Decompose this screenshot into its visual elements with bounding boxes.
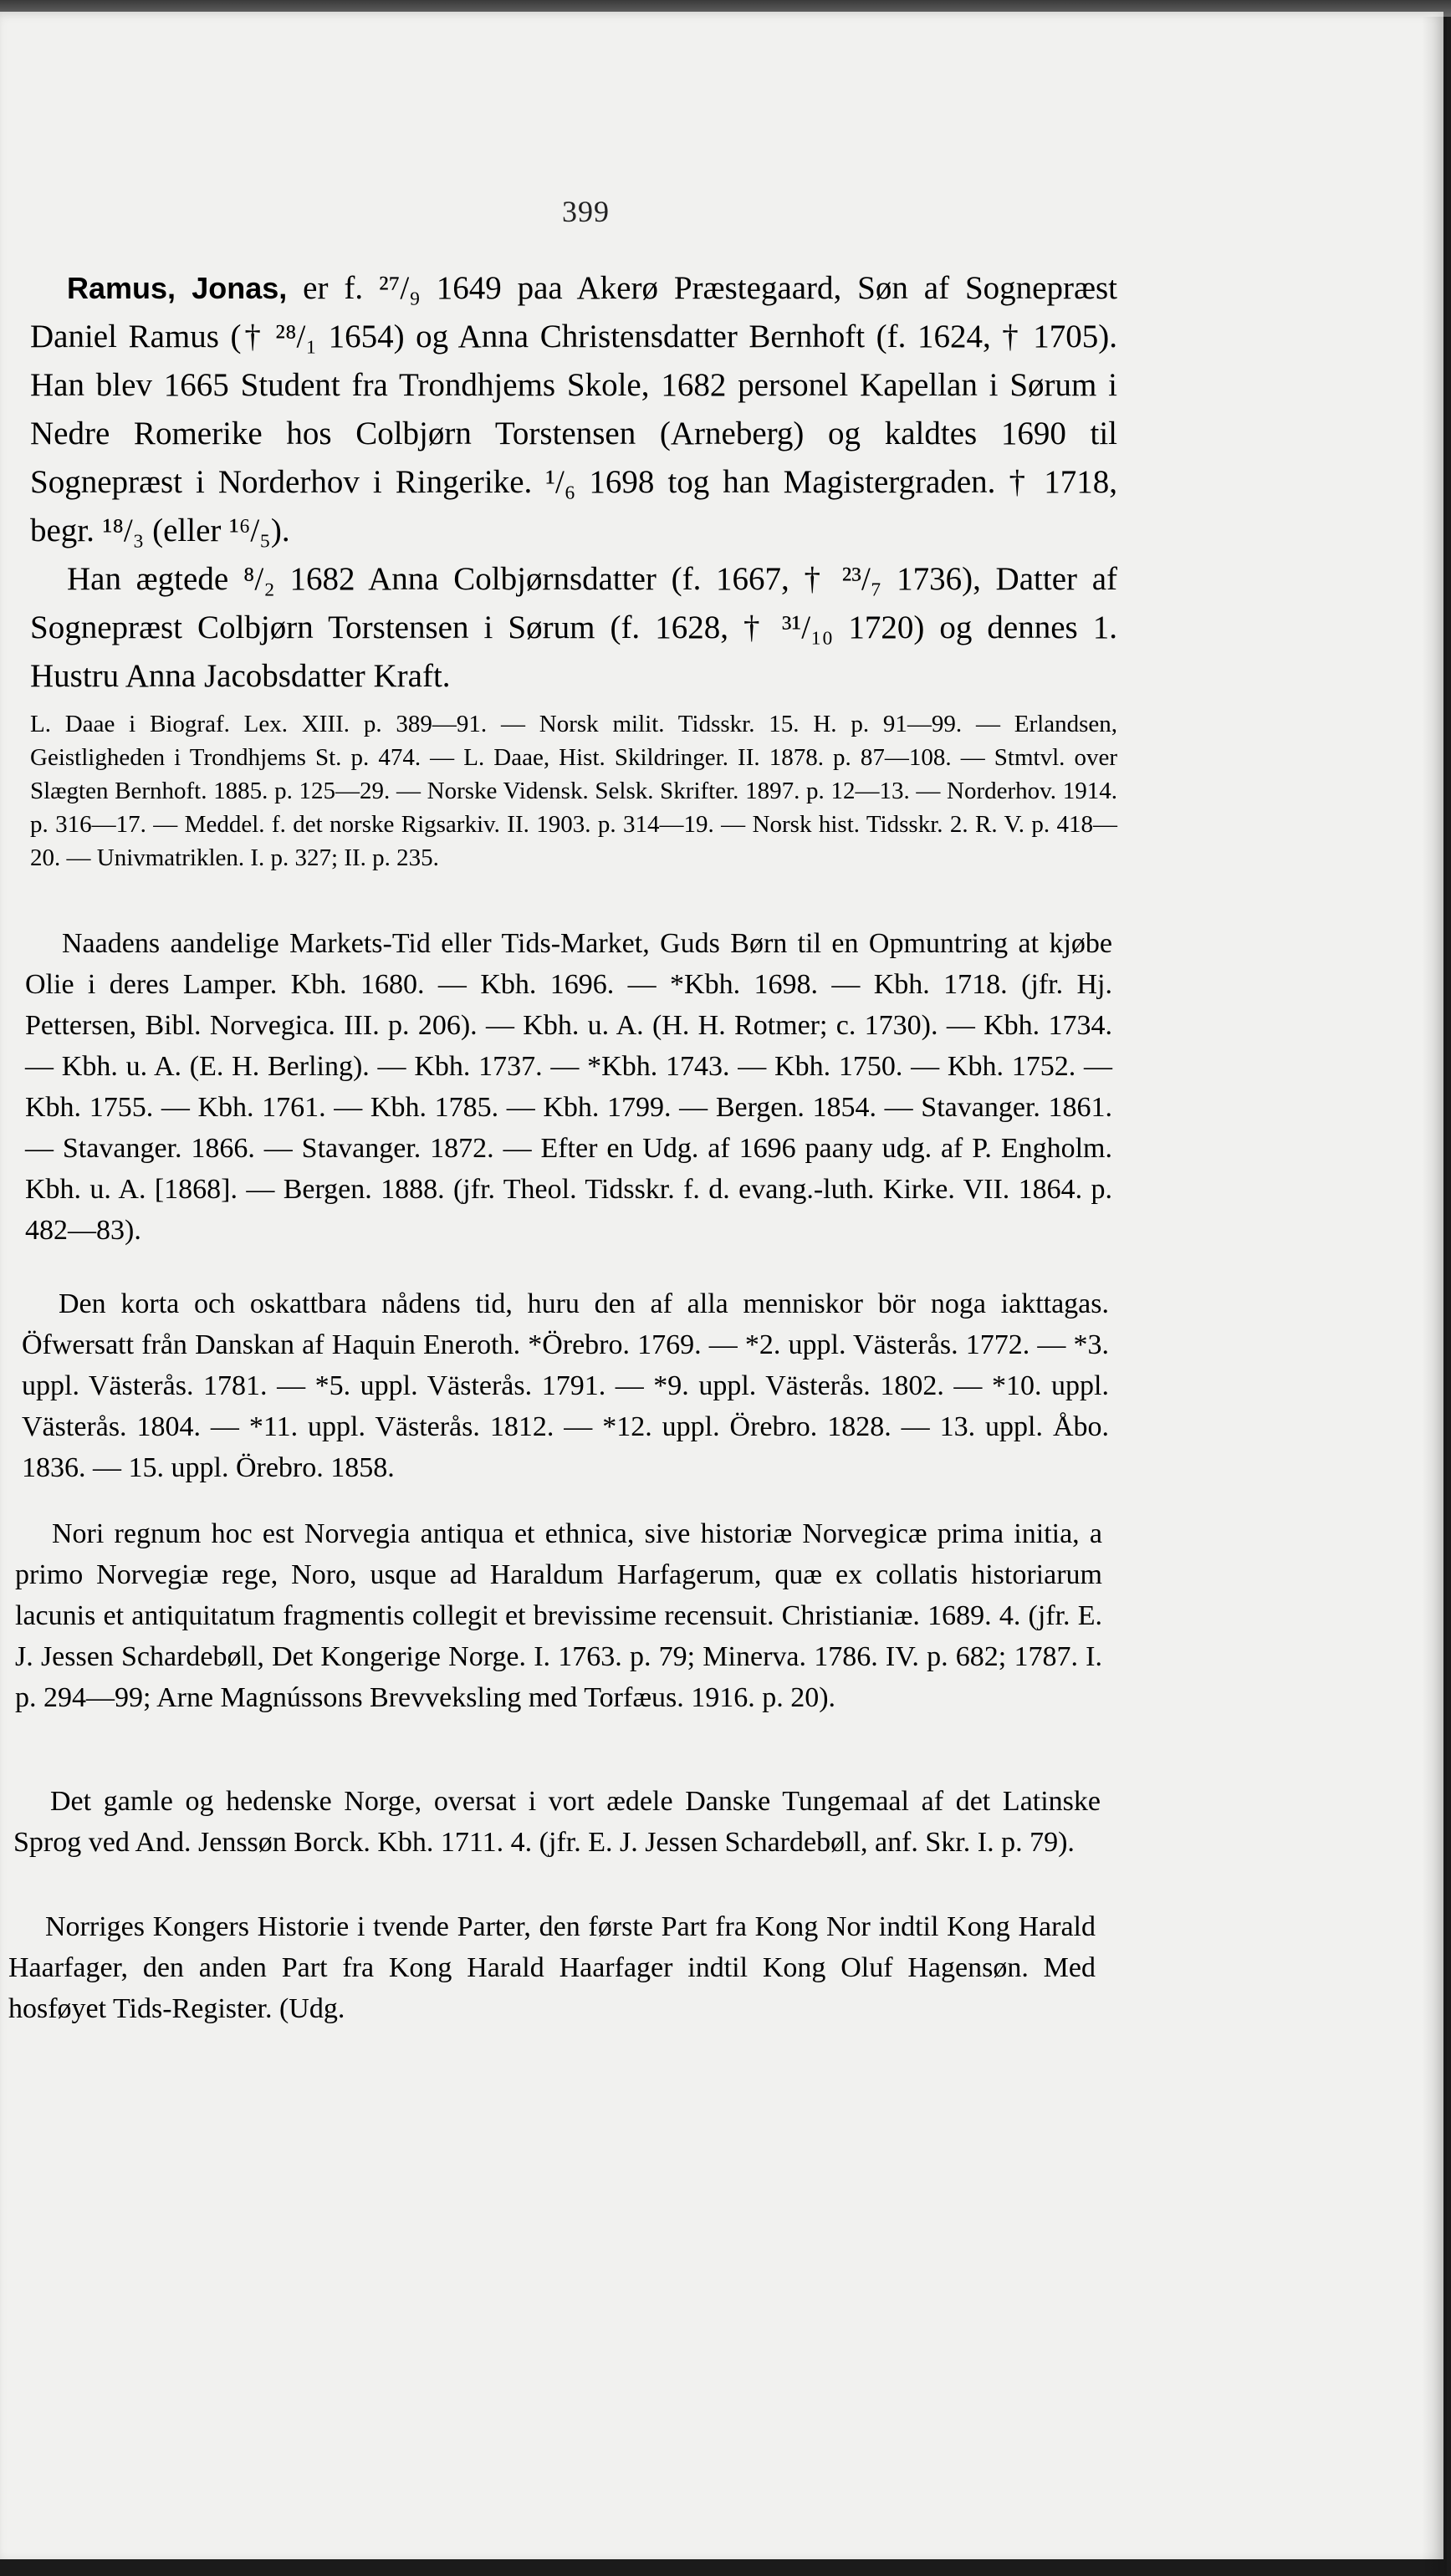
entry-text: Den korta och oskattbara nådens tid, huru den af alla menniskor bör noga iakttagas. Öfwersatt från Danskan af Haquin Eneroth. *Örebro. 1769. — *2. uppl. Västerås. 1772. — *3. uppl. Västerås. 1781. — *5. uppl. Västerås. 1791. — *9. uppl. Västerås. 1802. — *10. uppl. Västerås. 1804. — *11. uppl. Västerås. 1812. — *12. uppl. Örebro. 1828. — 13. uppl. Åbo. 1836. — 15. uppl. Örebro. 1858. bbox=[22, 1288, 1109, 1483]
page-edge-shadow bbox=[1422, 17, 1447, 2575]
entry-heading: Ramus, Jonas, bbox=[67, 271, 288, 305]
entry-text: Det gamle og hedenske Norge, oversat i vort ædele Danske Tungemaal af det Latinske Sprog ved And. Jenssøn Borck. Kbh. 1711. 4. (jfr. E. J. Jessen Schardebøll, anf. Skr. I. p. 79). bbox=[13, 1786, 1101, 1858]
bibliography-entry bbox=[8, 1906, 1096, 2029]
page-number: 399 bbox=[562, 195, 610, 228]
entry-text: Norriges Kongers Historie i tvende Parter, den første Part fra Kong Nor indtil Kong Harald Haarfager, den anden Part fra Kong Harald Haarfager indtil Kong Oluf Hagensøn. Med hosføyet Tids-Register. (Udg. bbox=[8, 1911, 1096, 2024]
marriage-paragraph: Han ægtede ⁸/₂ 1682 Anna Colbjørnsdatter (f. 1667, † ²³/₇ 1736), Datter af Sognepræst Colbjørn Torstensen i Sørum (f. 1628, † ³¹/₁₀ 1720) og dennes 1. Hustru Anna Jacobsdatter Kraft. bbox=[30, 561, 1117, 694]
biography-paragraph bbox=[30, 264, 1117, 555]
entry-text: Naadens aandelige Markets-Tid eller Tids-Market, Guds Børn til en Opmuntring at kjøbe Olie i deres Lamper. Kbh. 1680. — Kbh. 1696. — *Kbh. 1698. — Kbh. 1718. (jfr. Hj. Pettersen, Bibl. Norvegica. III. p. 206). — Kbh. u. A. (H. H. Rotmer; c. 1730). — Kbh. 1734. — Kbh. u. A. (E. H. Berling). — Kbh. 1737. — *Kbh. 1743. — Kbh. 1750. — Kbh. 1752. — Kbh. 1755. — Kbh. 1761. — Kbh. 1785. — Kbh. 1799. — Bergen. 1854. — Stavanger. 1861. — Stavanger. 1866. — Stavanger. 1872. — Efter en Udg. af 1696 paany udg. af P. Engholm. Kbh. u. A. [1868]. — Bergen. 1888. (jfr. Theol. Tidsskr. f. d. evang.-luth. Kirke. VII. 1864. p. 482—83). bbox=[25, 928, 1112, 1246]
bibliography-entry bbox=[22, 1283, 1109, 1488]
references: L. Daae i Biograf. Lex. XIII. p. 389—91. — Norsk milit. Tidsskr. 15. H. p. 91—99. — Erlandsen, Geistligheden i Trondhjems St. p. 474. — L. Daae, Hist. Skildringer. II. 1878. p. 87—108. — Stmtvl. over Slægten Bernhoft. 1885. p. 125—29. — Norske Vidensk. Selsk. Skrifter. 1897. p. 12—13. — Norderhov. 1914. p. 316—17. — Meddel. f. det norske Rigsarkiv. II. 1903. p. 314—19. — Norsk hist. Tidsskr. 2. R. V. p. 418—20. — Univmatriklen. I. p. 327; II. p. 235. bbox=[30, 711, 1117, 871]
biography-text: er f. ²⁷/₉ 1649 paa Akerø Præstegaard, Søn af Sognepræst Daniel Ramus († ²⁸/₁ 1654) og Anna Christensdatter Bernhoft (f. 1624, † 1705). Han blev 1665 Student fra Trondhjems Skole, 1682 personel Kapellan i Sørum i Nedre Romerike hos Colbjørn Torstensen (Arneberg) og kaldtes 1690 til Sognepræst i Norderhov i Ringerike. ¹/₆ 1698 tog han Magistergraden. † 1718, begr. ¹⁸/₃ (eller ¹⁶/₅). bbox=[30, 270, 1117, 548]
bibliography-entry bbox=[25, 923, 1112, 1251]
entry-ramus-jonas bbox=[30, 264, 1117, 875]
entry-text: Nori regnum hoc est Norvegia antiqua et ethnica, sive historiæ Norvegicæ prima initia, a primo Norvegiæ rege, Noro, usque ad Haraldum Harfagerum, quæ ex collatis historiarum lacunis et antiquitatum fragmentis collegit et brevissime recensuit. Christianiæ. 1689. 4. (jfr. E. J. Jessen Schardebøll, Det Kongerige Norge. I. 1763. p. 79; Minerva. 1786. IV. p. 682; 1787. I. p. 294—99; Arne Magnússons Brevveksling med Torfæus. 1916. p. 20). bbox=[15, 1518, 1102, 1713]
bibliography-entry bbox=[13, 1781, 1101, 1863]
bibliography-entry bbox=[15, 1513, 1102, 1718]
